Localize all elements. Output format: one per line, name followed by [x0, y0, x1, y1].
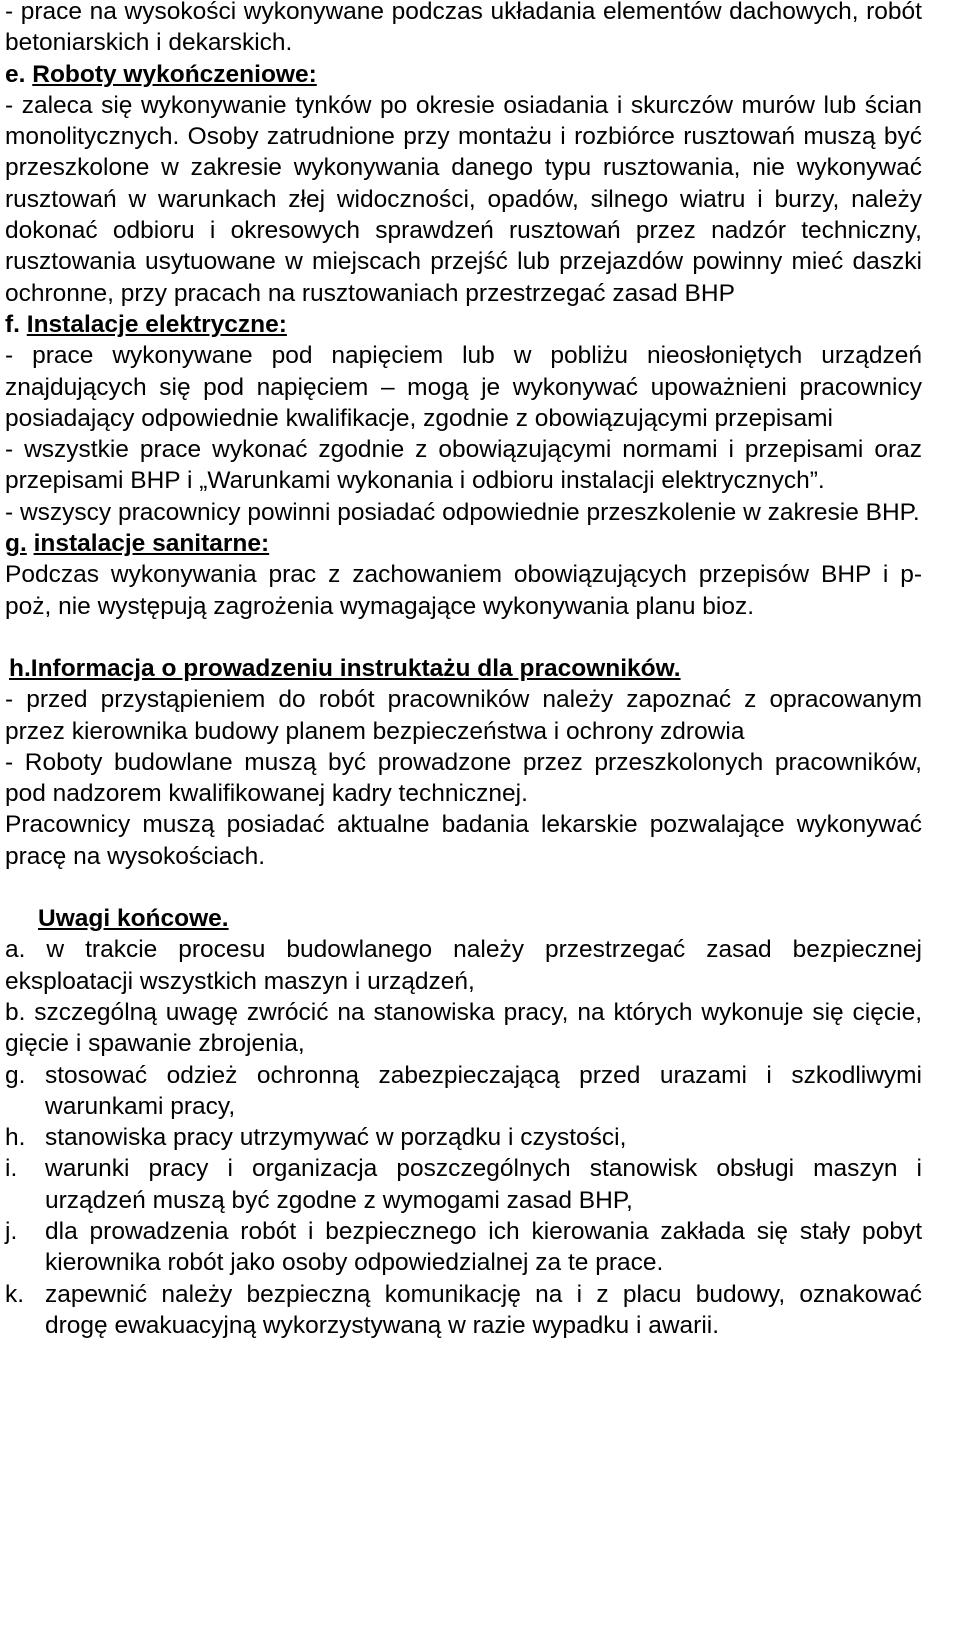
- list-text: zapewnić należy bezpieczną komunikację na i z placu budowy, oznakować drogę ewakuacyjną wykorzystywaną w razie wypadku i awarii.: [45, 1280, 922, 1339]
- list-text: stosować odzież ochronną zabezpieczającą przed urazami i szkodliwymi warunkami pracy,: [45, 1061, 922, 1120]
- section-e-paragraph: - zaleca się wykonywanie tynków po okresie osiadania i skurczów murów lub ścian monolitycznych. Osoby zatrudnione przy montażu i rozbiórce rusztowań muszą być przeszkolone w zakresie wykonywania danego typu rusztowania, nie wykonywać rusztowań w warunkach złej widoczności, opadów, silnego wiatru i burzy, należy dokonać odbioru i okresowych sprawdzeń rusztowań przez nadzór techniczny, rusztowania usytuowane w miejscach przejść lub przejazdów powinny mieć daszki ochronne, przy pracach na rusztowaniach przestrzegać zasad BHP: [5, 91, 922, 307]
- section-e-heading: [5, 59, 922, 90]
- section-f-item-2: - wszystkie prace wykonać zgodnie z obowiązującymi normami i przepisami oraz przepisami BHP i „Warunkami wykonania i odbioru instalacji elektrycznych”.: [5, 436, 922, 495]
- section-e-marker: e.: [5, 60, 26, 88]
- section-h-item-3: Pracownicy muszą posiadać aktualne badania lekarskie pozwalające wykonywać pracę na wysokościach.: [5, 811, 922, 870]
- section-g-title: instalacje sanitarne:: [33, 530, 270, 558]
- uwagi-item-a: a. w trakcie procesu budowlanego należy przestrzegać zasad bezpiecznej eksploatacji wszystkich maszyn i urządzeń,: [5, 936, 922, 995]
- list-marker: g.: [5, 1061, 26, 1089]
- uwagi-item-h: [5, 1122, 922, 1153]
- list-marker: j.: [5, 1217, 18, 1245]
- section-h-heading: h.Informacja o prowadzeniu instruktażu dla pracowników.: [9, 654, 681, 682]
- list-text: warunki pracy i organizacja poszczególnych stanowisk obsługi maszyn i urządzeń muszą być zgodne z wymogami zasad BHP,: [45, 1155, 922, 1214]
- uwagi-item-i: [5, 1153, 922, 1216]
- uwagi-item-j: [5, 1216, 922, 1279]
- uwagi-title: Uwagi końcowe.: [38, 905, 229, 933]
- section-f-title: Instalacje elektryczne:: [26, 310, 287, 338]
- spacer: [5, 872, 922, 903]
- list-marker: i.: [5, 1155, 18, 1183]
- section-f-item-1: - prace wykonywane pod napięciem lub w pobliżu nieosłoniętych urządzeń znajdujących się pod napięciem – mogą je wykonywać upoważnieni pracownicy posiadający odpowiednie kwalifikacje, zgodnie z obowiązującymi przepisami: [5, 342, 922, 432]
- list-marker: k.: [5, 1280, 25, 1308]
- section-h-item-1: - przed przystąpieniem do robót pracowników należy zapoznać z opracowanym przez kierownika budowy planem bezpieczeństwa i ochrony zdrowia: [5, 686, 922, 745]
- section-f-marker: f.: [5, 310, 20, 338]
- section-g-marker: g.: [5, 530, 27, 558]
- section-f-heading: [5, 309, 922, 340]
- section-e-title: Roboty wykończeniowe:: [32, 60, 317, 88]
- section-f-item-3: - wszyscy pracownicy powinni posiadać odpowiednie przeszkolenie w zakresie BHP.: [5, 498, 920, 526]
- spacer: [5, 622, 922, 653]
- list-text: stanowiska pracy utrzymywać w porządku i czystości,: [45, 1124, 627, 1152]
- list-text: dla prowadzenia robót i bezpiecznego ich kierowania zakłada się stały pobyt kierownika robót jako osoby odpowiedzialnej za te prace.: [45, 1217, 922, 1277]
- uwagi-item-b: b. szczególną uwagę zwrócić na stanowiska pracy, na których wykonuje się cięcie, gięcie i spawanie zbrojenia,: [5, 998, 922, 1058]
- section-h-item-2: - Roboty budowlane muszą być prowadzone przez przeszkolonych pracowników, pod nadzorem kwalifikowanej kadry technicznej.: [5, 748, 922, 808]
- uwagi-item-k: [5, 1279, 922, 1342]
- uwagi-item-g: [5, 1060, 922, 1123]
- document-page: [5, 0, 922, 1341]
- section-g-heading: [5, 528, 922, 559]
- section-g-paragraph: Podczas wykonywania prac z zachowaniem obowiązujących przepisów BHP i p- poż, nie występują zagrożenia wymagające wykonywania planu bioz.: [5, 561, 922, 620]
- section-d-continuation: - prace na wysokości wykonywane podczas układania elementów dachowych, robót betoniarskich i dekarskich.: [5, 0, 922, 57]
- list-marker: h.: [5, 1124, 26, 1152]
